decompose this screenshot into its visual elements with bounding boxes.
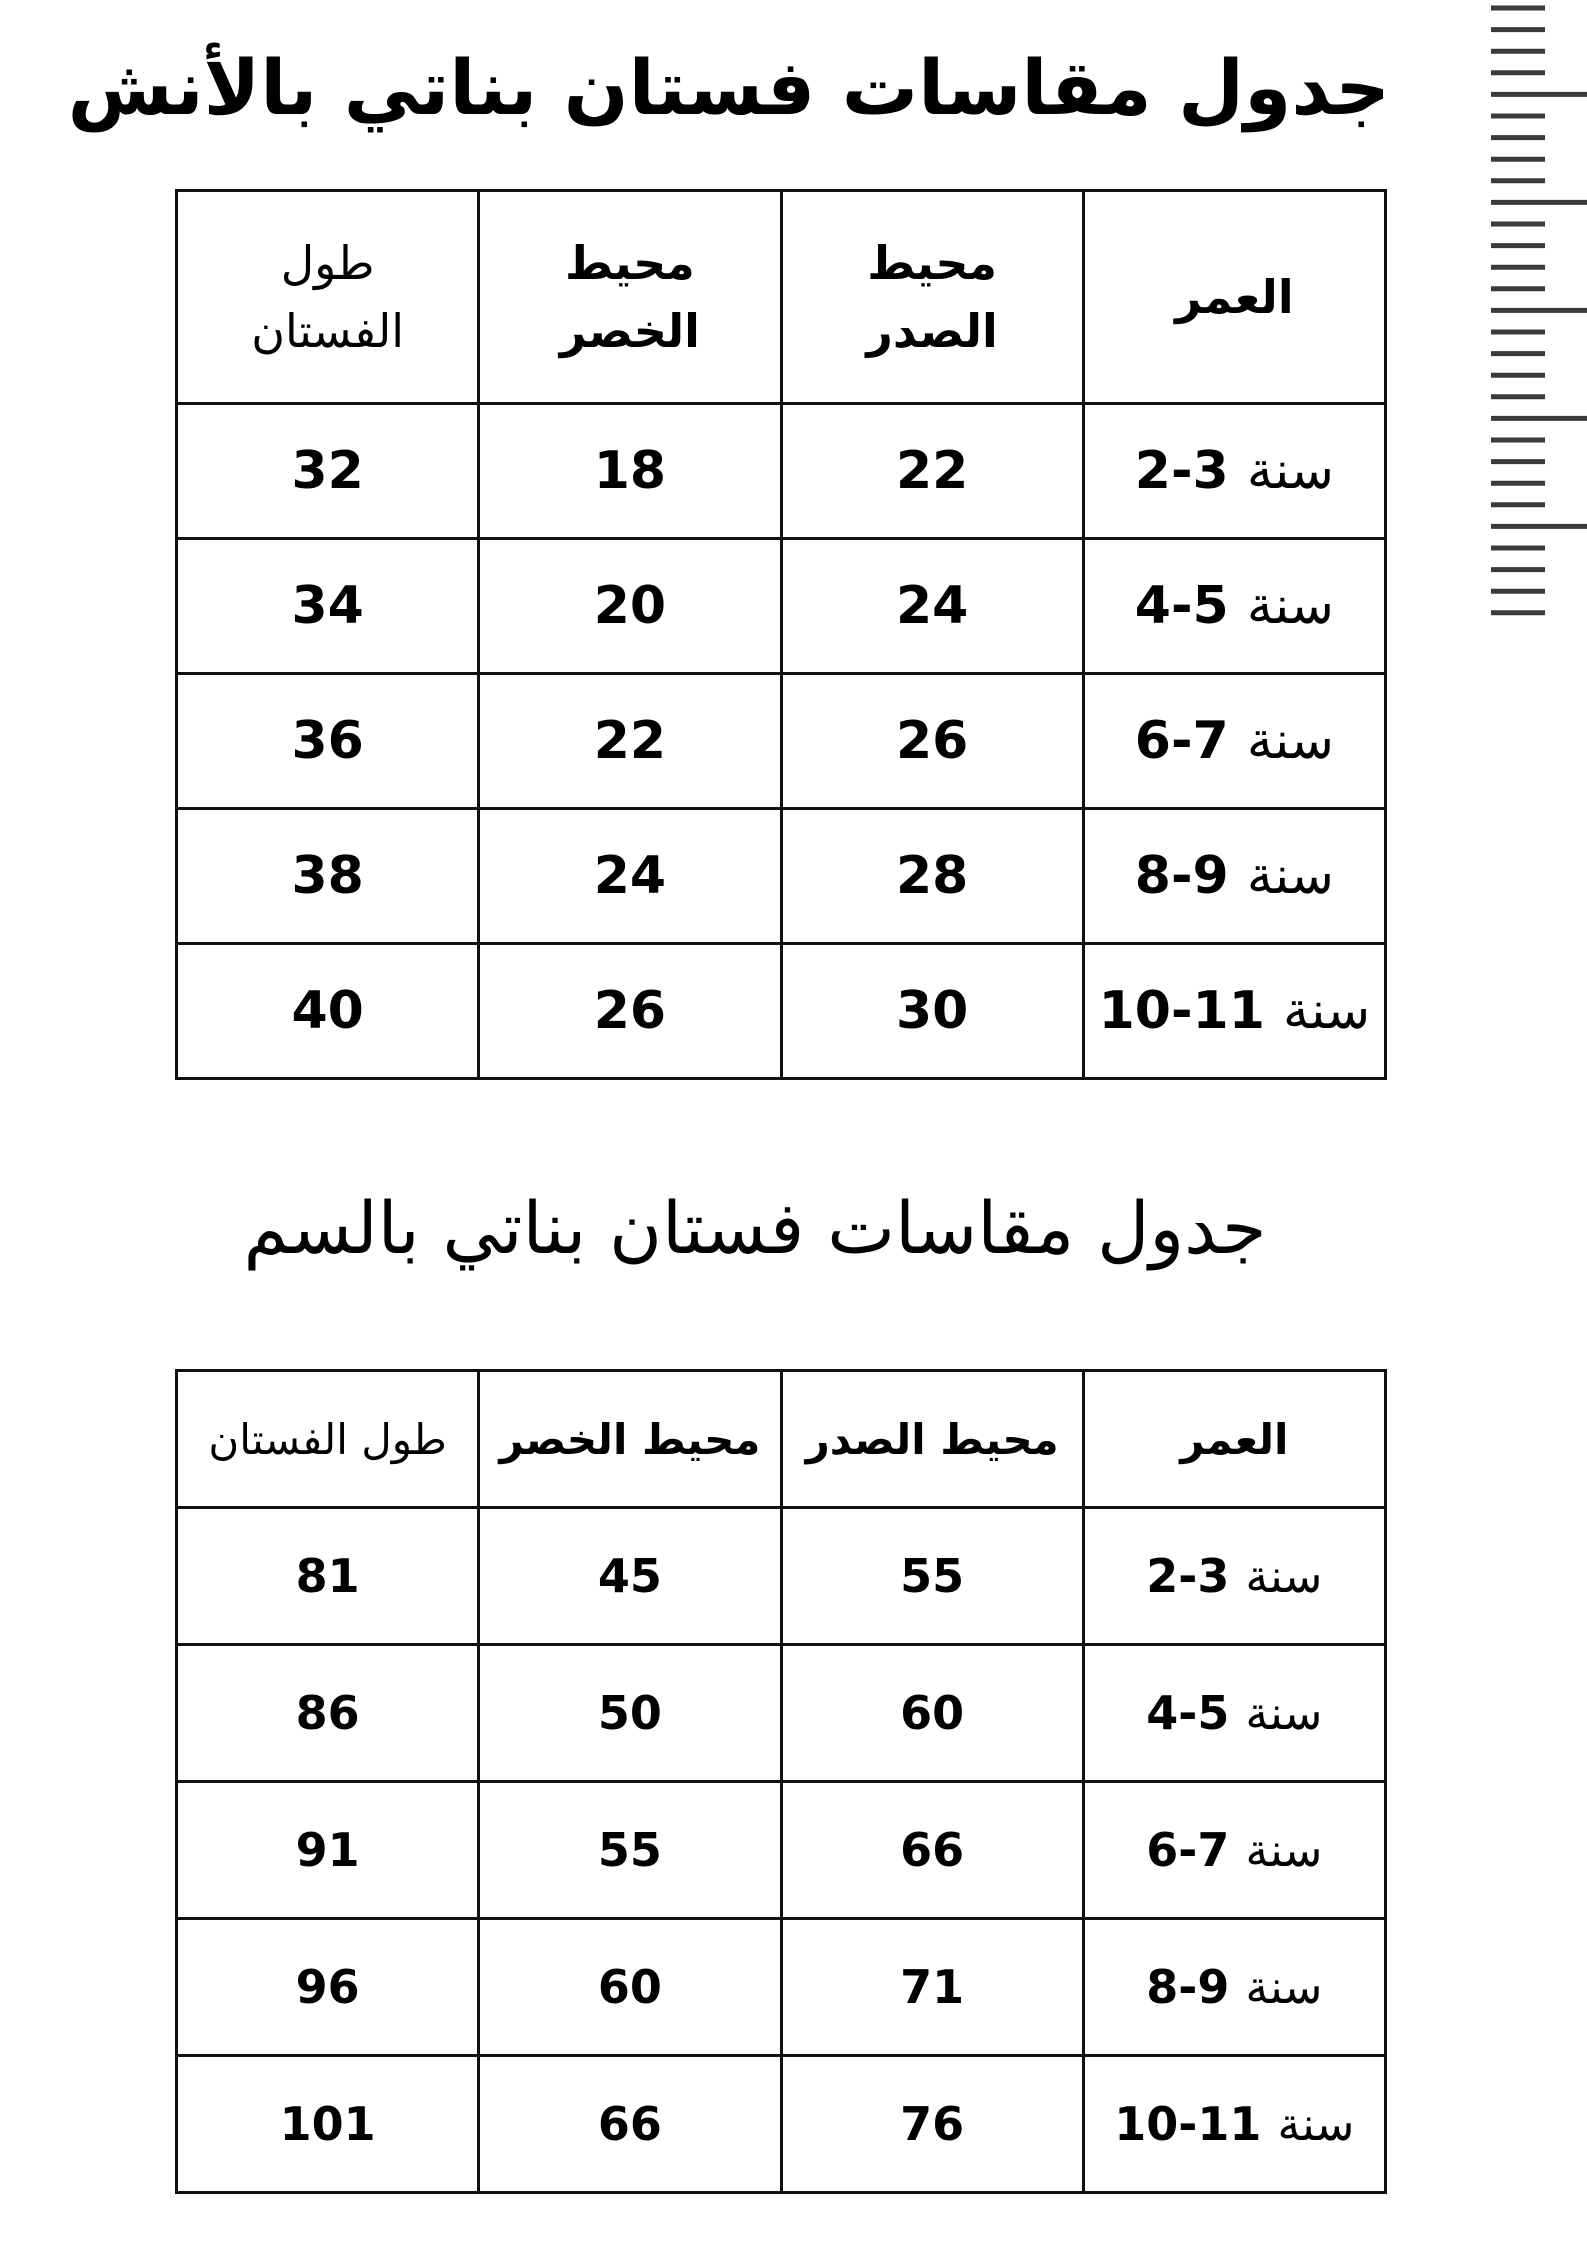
chest-cell: 76 [781,2056,1083,2193]
header-length-label: طول الفستان [251,236,405,358]
waist-cell: 24 [479,809,781,944]
age-word: سنة [1245,1549,1323,1603]
waist-cell: 20 [479,539,781,674]
length-cell: 91 [177,1782,479,1919]
length-cell: 96 [177,1919,479,2056]
age-word: سنة [1246,846,1334,906]
length-cell: 36 [177,674,479,809]
age-range: 10-11 [1098,981,1265,1041]
header-chest [781,191,1083,404]
age-range: 10-11 [1114,2097,1262,2151]
length-cell: 34 [177,539,479,674]
waist-cell: 66 [479,2056,781,2193]
header-age: العمر [1083,1371,1385,1508]
table-row [177,1645,1386,1782]
cm-size-table [175,1369,1387,2194]
inch-size-table [175,189,1387,1080]
age-cell [1083,2056,1385,2193]
chest-cell: 28 [781,809,1083,944]
age-word: سنة [1246,576,1334,636]
age-range: 4-5 [1134,576,1229,636]
age-cell [1083,674,1385,809]
table-row [177,1919,1386,2056]
inch-table-title: جدول مقاسات فستان بناتي بالأنش [67,43,1390,132]
chest-cell: 71 [781,1919,1083,2056]
header-age: العمر [1083,191,1385,404]
header-waist-label: محيط الخصر [559,236,700,358]
age-cell [1083,404,1385,539]
header-length: طول الفستان [177,1371,479,1508]
age-range: 2-3 [1134,441,1229,501]
header-length [177,191,479,404]
length-cell: 40 [177,944,479,1079]
age-range: 2-3 [1146,1549,1230,1603]
waist-cell: 50 [479,1645,781,1782]
age-cell [1083,1508,1385,1645]
waist-cell: 55 [479,1782,781,1919]
waist-cell: 45 [479,1508,781,1645]
age-cell [1083,944,1385,1079]
table-row [177,539,1386,674]
age-cell [1083,809,1385,944]
table-header-row [177,191,1386,404]
table-row [177,1508,1386,1645]
age-word: سنة [1245,1960,1323,2014]
table-row [177,404,1386,539]
table-row [177,1782,1386,1919]
waist-cell: 60 [479,1919,781,2056]
waist-cell: 22 [479,674,781,809]
header-waist: محيط الخصر [479,1371,781,1508]
age-cell [1083,1919,1385,2056]
chest-cell: 60 [781,1645,1083,1782]
age-word: سنة [1245,1823,1323,1877]
age-word: سنة [1283,981,1371,1041]
age-word: سنة [1246,441,1334,501]
cm-table-title: جدول مقاسات فستان بناتي بالسم [243,1186,1267,1270]
table-row [177,674,1386,809]
header-chest-label: محيط الصدر [866,236,998,358]
chest-cell: 66 [781,1782,1083,1919]
age-cell [1083,1645,1385,1782]
length-cell: 32 [177,404,479,539]
age-range: 8-9 [1134,846,1229,906]
age-range: 4-5 [1146,1686,1230,1740]
length-cell: 86 [177,1645,479,1782]
table-header-row [177,1371,1386,1508]
chest-cell: 55 [781,1508,1083,1645]
ruler-icon [1489,0,1587,640]
age-range: 6-7 [1134,711,1229,771]
chest-cell: 22 [781,404,1083,539]
waist-cell: 18 [479,404,781,539]
table-row [177,809,1386,944]
chest-cell: 24 [781,539,1083,674]
age-range: 6-7 [1146,1823,1230,1877]
header-waist [479,191,781,404]
length-cell: 81 [177,1508,479,1645]
chest-cell: 26 [781,674,1083,809]
waist-cell: 26 [479,944,781,1079]
age-word: سنة [1245,1686,1323,1740]
table-row [177,944,1386,1079]
length-cell: 101 [177,2056,479,2193]
header-chest: محيط الصدر [781,1371,1083,1508]
age-word: سنة [1246,711,1334,771]
age-cell [1083,539,1385,674]
length-cell: 38 [177,809,479,944]
table-row [177,2056,1386,2193]
age-range: 8-9 [1146,1960,1230,2014]
age-cell [1083,1782,1385,1919]
chest-cell: 30 [781,944,1083,1079]
age-word: سنة [1277,2097,1355,2151]
